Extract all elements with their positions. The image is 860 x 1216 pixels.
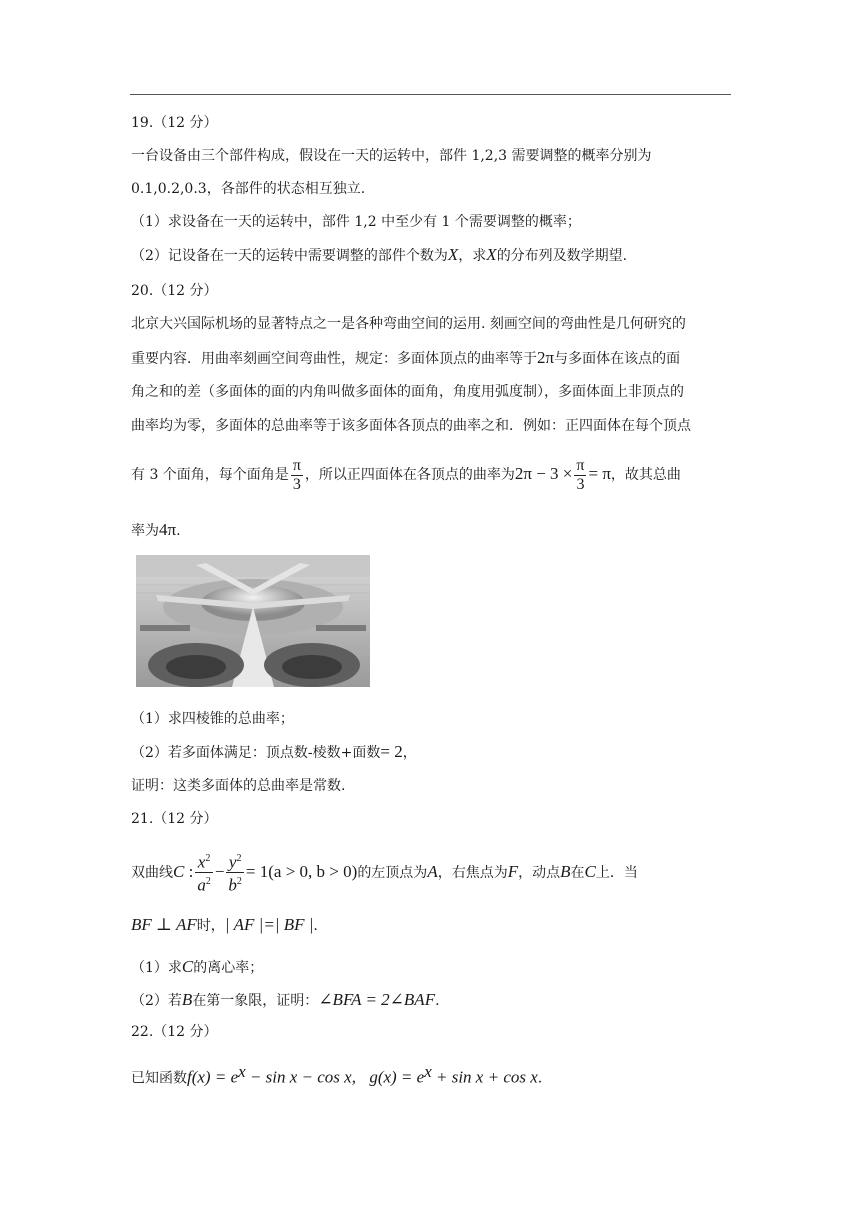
q20-text-line-5: 有 3 个面角，每个面角是 $\frac{\pi}{3}$ ，所以正四面体在各顶点的曲率为2π − 3 × $\frac{\pi}{3}$ = π，故其总曲 bbox=[131, 456, 681, 493]
airport-aerial-photo bbox=[136, 555, 370, 687]
header-rule bbox=[130, 94, 731, 95]
fraction-x2-over-a2: $\frac{x^2}{a^2}$ bbox=[195, 850, 213, 896]
fraction-y2-over-b2: $\frac{y^2}{b^2}$ bbox=[226, 850, 244, 896]
q22-text-line-1: 已知函数$f(x) = e^x - \sin x - \cos x$, $g(x) = e^x + \sin x + \cos x$. bbox=[131, 1062, 543, 1087]
q21-text-line-1: 双曲线C : $\frac{x^2}{a^2}$ − $\frac{y^2}{b^2}$ = 1(a > 0, b > 0)的左顶点为A，右焦点为F，动点B在C上．当 bbox=[131, 850, 638, 896]
q21-part-2: （2）若B在第一象限，证明：∠BFA = 2∠BAF. bbox=[131, 990, 440, 1009]
q20-text-line-4: 曲率均为零，多面体的总曲率等于该多面体各顶点的曲率之和．例如：正四面体在每个顶点 bbox=[131, 418, 691, 434]
q20-part-2: （2）若多面体满足：顶点数-棱数+面数= 2， bbox=[131, 742, 417, 761]
q20-part-3: 证明：这类多面体的总曲率是常数. bbox=[131, 778, 346, 794]
q20-text-line-6: 率为4π. bbox=[131, 520, 181, 539]
fraction-pi-over-3: $\frac{\pi}{3}$ bbox=[292, 456, 301, 493]
q22-heading: 22.（12 分） bbox=[131, 1024, 218, 1040]
q20-heading: 20.（12 分） bbox=[131, 283, 218, 299]
q20-text-line-3: 角之和的差（多面体的面的内角叫做多面体的面角，角度用弧度制），多面体面上非顶点的 bbox=[131, 384, 684, 400]
q19-part-2: （2）记设备在一天的运转中需要调整的部件个数为X，求X的分布列及数学期望. bbox=[131, 245, 628, 264]
q19-part-1: （1）求设备在一天的运转中，部件 1,2 中至少有 1 个需要调整的概率； bbox=[131, 214, 581, 230]
q20-text-line-1: 北京大兴国际机场的显著特点之一是各种弯曲空间的运用. 刻画空间的弯曲性是几何研究的 bbox=[131, 316, 686, 332]
q21-part-1: （1）求C的离心率； bbox=[131, 957, 264, 976]
q21-heading: 21.（12 分） bbox=[131, 811, 218, 827]
q19-heading: 19.（12 分） bbox=[131, 115, 218, 131]
q19-text-line-1: 一台设备由三个部件构成，假设在一天的运转中，部件 1,2,3 需要调整的概率分别为 bbox=[131, 148, 652, 164]
airport-photo-graphic bbox=[136, 555, 370, 687]
q21-text-line-2: BF ⊥ AF时，| AF |=| BF |. bbox=[131, 915, 318, 934]
q19-text-line-2: 0.1,0.2,0.3，各部件的状态相互独立. bbox=[131, 181, 366, 197]
fraction-pi-over-3-b: $\frac{\pi}{3}$ bbox=[576, 456, 585, 493]
q20-part-1: （1）求四棱锥的总曲率； bbox=[131, 711, 294, 727]
q20-text-line-2: 重要内容．用曲率刻画空间弯曲性，规定：多面体顶点的曲率等于2π与多面体在该点的面 bbox=[131, 348, 681, 367]
